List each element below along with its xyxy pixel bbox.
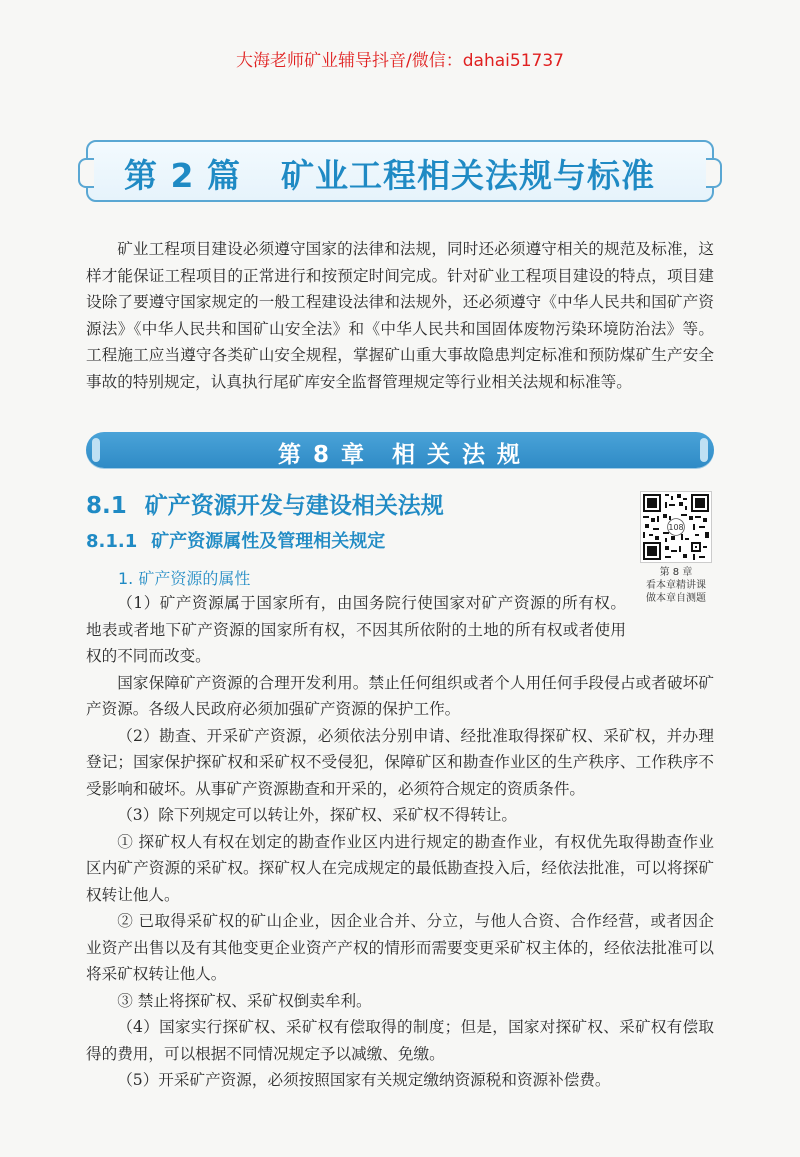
qr-caption-lecture: 看本章精讲课 [646,580,706,591]
body-text [86,590,714,1094]
paragraph: （2）勘查、开采矿产资源，必须依法分别申请、经批准取得探矿权、采矿权，并办理登记；国家保护探矿权和采矿权不受侵犯，保障矿区和勘查作业区的生产秩序、工作秩序不受影响和破坏。从事矿产资源勘查和开采的，必须符合规定的资质条件。 [86,726,714,798]
chapter-number: 第 8 章 [277,442,366,468]
intro-paragraph: 矿业工程项目建设必须遵守国家的法律和法规，同时还必须遵守相关的规范及标准，这样才能保证工程项目的正常进行和按预定时间完成。针对矿业工程项目建设的特点，项目建设除了要遵守国家规定的一般工程建设法律和法规外，还必须遵守《中华人民共和国矿产资源法》《中华人民共和国矿山安全法》和《中华人民共和国固体废物污染环境防治法》等。工程施工应当遵守各类矿山安全规程，掌握矿山重大事故隐患判定标准和预防煤矿生产安全事故的特别规定，认真执行尾矿库安全监督管理规定等行业相关法规和标准等。 [86,240,714,391]
svg-text:108: 108 [668,523,684,532]
paragraph: ③ 禁止将探矿权、采矿权倒卖牟利。 [117,991,372,1010]
chapter-title [86,436,714,469]
qr-code-icon[interactable] [640,491,712,563]
section-heading [86,487,444,520]
watermark-text: 大海老师矿业辅导抖音/微信：dahai51737 [236,51,564,71]
chapter-banner [86,432,714,468]
heading-level-3: 1. 矿产资源的属性 [118,569,251,588]
paragraph: （3）除下列规定可以转让外，探矿权、采矿权不得转让。 [117,806,517,824]
paragraph: （5）开采矿产资源，必须按照国家有关规定缴纳资源税和资源补偿费。 [117,1071,611,1089]
section-title: 矿产资源开发与建设相关法规 [144,493,444,519]
chapter-name: 相 关 法 规 [392,442,523,468]
subsection-title: 矿产资源属性及管理相关规定 [151,531,386,552]
paragraph: （4）国家实行探矿权、采矿权有偿取得的制度；但是，国家对探矿权、采矿权有偿取得的费用，可以根据不同情况规定予以减缴、免缴。 [86,1018,714,1063]
part-name: 矿业工程相关法规与标准 [280,156,655,195]
qr-block[interactable] [636,491,716,605]
paragraph: 国家保障矿产资源的合理开发利用。禁止任何组织或者个人用任何手段侵占或者破坏矿产资源。各级人民政府必须加强矿产资源的保护工作。 [86,673,714,718]
paragraph: （1）矿产资源属于国家所有，由国务院行使国家对矿产资源的所有权。地表或者地下矿产资源的国家所有权，不因其所依附的土地的所有权或者使用权的不同而改变。 [86,594,626,665]
part-number: 第 2 篇 [124,156,241,195]
part-title [124,150,655,197]
subsection-number: 8.1.1 [86,531,138,552]
subsection-heading [86,527,385,553]
part-banner [86,140,714,202]
qr-code-graphic [641,492,711,562]
qr-caption-quiz: 做本章自测题 [646,593,706,604]
section-number: 8.1 [86,493,127,519]
paragraph: ② 已取得采矿权的矿山企业，因企业合并、分立，与他人合资、合作经营，或者因企业资产出售以及有其他变更企业资产产权的情形而需要变更采矿权主体的，经依法批准可以将采矿权转让他人。 [86,912,714,983]
qr-caption-chapter: 第 8 章 [659,567,693,578]
paragraph: ① 探矿权人有权在划定的勘查作业区内进行规定的勘查作业，有权优先取得勘查作业区内矿产资源的采矿权。探矿权人在完成规定的最低勘查投入后，经依法批准，可以将探矿权转让他人。 [86,832,714,904]
